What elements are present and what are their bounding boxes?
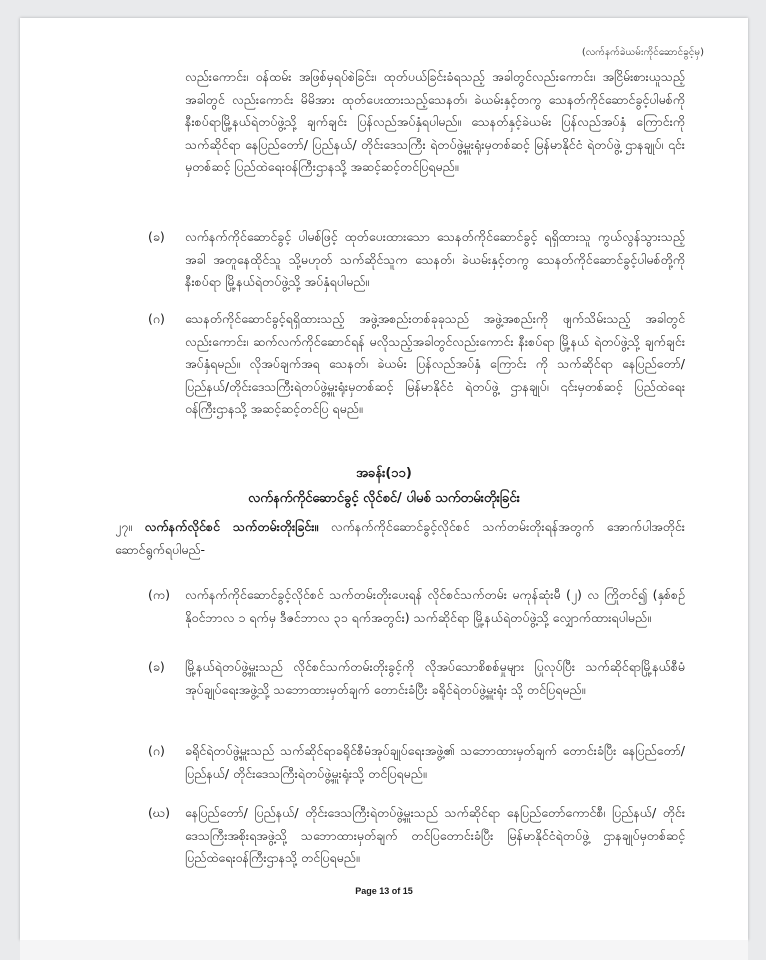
list-item: လက်နက်ကိုင်ဆောင်ခွင့်လိုင်စင် သက်တမ်းတိုးပေးရန် လိုင်စင်သက်တမ်း မကုန်ဆုံးမီ (၂) လ ကြိုတင်၍ (နှစ်စဉ် နိုဝင်ဘာလ ၁ ရက်မှ ဒီဇင်ဘာလ ၃၁ ရက်အတွင်း) သက်ဆိုင်ရာ မြို့နယ်ရဲတပ်ဖွဲ့သို့ လျှောက်ထားရပါမည်။ [185,587,685,625]
chapter-title: လက်နက်ကိုင်ဆောင်ခွင့် လိုင်စင်/ ပါမစ် သက်တမ်းတိုးခြင်း [248,491,520,506]
item-number-gha: (ဃ) [148,805,170,820]
item-number-kha: (ခ) [148,229,165,244]
running-header: (လက်နက်ခဲယမ်းကိုင်ဆောင်ခွင့်မှ) [581,47,704,58]
list-item: မြို့နယ်ရဲတပ်ဖွဲ့မှူးသည် လိုင်စင်သက်တမ်းတိုးခွင့်ကို လိုအပ်သောစိစစ်မှုများ ပြုလုပ်ပြီး သက်ဆိုင်ရာမြို့နယ်စီမံအုပ်ချုပ်ရေးအဖွဲ့သို့ သဘောထားမှတ်ချက် တောင်းခံပြီး ခရိုင်ရဲတပ်ဖွဲ့မှူးရုံး သို့ တင်ပြရမည်။ [185,659,685,697]
paragraph-kha: လက်နက်ကိုင်ဆောင်ခွင့် ပါမစ်ဖြင့် ထုတ်ပေးထားသော သေနတ်ကိုင်ဆောင်ခွင့် ရရှိထားသူ ကွယ်လွန်သွားသည့်အခါ အတူနေထိုင်သူ သို့မဟုတ် သက်ဆိုင်သူက သေနတ်၊ ခဲယမ်းနှင့်တကွ သေနတ်ကိုင်ဆောင်ခွင့်ပါမစ်တို့ကို နီးစပ်ရာ မြို့နယ်ရဲတပ်ဖွဲ့သို့ အပ်နှံရပါမည်။ [185,229,685,289]
page-footer: Page 13 of 15 [355,886,413,896]
next-page-edge [20,940,748,960]
list-item: နေပြည်တော်/ ပြည်နယ်/ တိုင်းဒေသကြီးရဲတပ်ဖွဲ့မှူးသည် သက်ဆိုင်ရာ နေပြည်တော်ကောင်စီ၊ ပြည်နယ်/ တိုင်းဒေသကြီးအစိုးရအဖွဲ့သို့ သဘောထားမှတ်ချက် တင်ပြတောင်းခံပြီး မြန်မာနိုင်ငံရဲတပ်ဖွဲ့ ဌာနချုပ်မှတစ်ဆင့် ပြည်ထဲရေးဝန်ကြီးဌာနသို့ တင်ပြရမည်။ [185,805,685,865]
chapter-number: အခန်း(၁၁) [356,466,412,481]
item-number-ga: (ဂ) [148,311,165,326]
section-number: ၂၇။ [115,519,132,534]
item-number-kha2: (ခ) [148,659,165,674]
document-page [20,18,748,940]
section-heading: လက်နက်လိုင်စင် သက်တမ်းတိုးခြင်း။ [144,519,319,534]
item-number-ka: (က) [148,587,170,602]
item-number-ga2: (ဂ) [148,743,165,758]
section-27 [115,516,685,561]
continuation-paragraph: လည်းကောင်း၊ ဝန်ထမ်း အဖြစ်မှရပ်စဲခြင်း၊ ထုတ်ပယ်ခြင်းခံရသည့် အခါတွင်လည်းကောင်း၊ အငြိမ်းစားယူသည့်အခါတွင် လည်းကောင်း မိမိအား ထုတ်ပေးထားသည့်သေနတ်၊ ခဲယမ်းနှင့်တကွ သေနတ်ကိုင်ဆောင်ခွင့်ပါမစ်ကို နီးစပ်ရာမြို့နယ်ရဲတပ်ဖွဲ့သို့ ချက်ချင်း ပြန်လည်အပ်နှံရပါမည်။ သေနတ်နှင့်ခဲယမ်း ပြန်လည်အပ်နှံ ကြောင်းကို သက်ဆိုင်ရာ နေပြည်တော်/ ပြည်နယ်/ တိုင်းဒေသကြီး ရဲတပ်ဖွဲ့မှူးရုံးမှတစ်ဆင့် မြန်မာနိုင်ငံ ရဲတပ်ဖွဲ့ ဌာနချုပ်၊ ၎င်းမှတစ်ဆင့် ပြည်ထဲရေးဝန်ကြီးဌာနသို့ အဆင့်ဆင့်တင်ပြရမည်။ [185,69,685,174]
list-item: ခရိုင်ရဲတပ်ဖွဲ့မှူးသည် သက်ဆိုင်ရာခရိုင်စီမံအုပ်ချုပ်ရေးအဖွဲ့၏ သဘောထားမှတ်ချက် တောင်းခံပြီး နေပြည်တော်/ ပြည်နယ်/ တိုင်းဒေသကြီးရဲတပ်ဖွဲ့မှူးရုံးသို့ တင်ပြရမည်။ [185,743,685,781]
section-intro: လက်နက်ကိုင်ဆောင်ခွင့်လိုင်စင် သက်တမ်းတိုးရန်အတွက် အောက်ပါအတိုင်း ဆောင်ရွက်ရပါမည်- [115,519,685,557]
paragraph-ga: သေနတ်ကိုင်ဆောင်ခွင့်ရရှိထားသည့် အဖွဲ့အစည်းတစ်ခုခုသည် အဖွဲ့အစည်းကို ဖျက်သိမ်းသည့် အခါတွင်လည်းကောင်း၊ ဆက်လက်ကိုင်ဆောင်ရန် မလိုသည့်အခါတွင်လည်းကောင်း နီးစပ်ရာ မြို့နယ် ရဲတပ်ဖွဲ့သို့ ချက်ချင်းအပ်နှံရမည်။ လိုအပ်ချက်အရ သေနတ်၊ ခဲယမ်း ပြန်လည်အပ်နှံ ကြောင်း ကို သက်ဆိုင်ရာ နေပြည်တော်/ ပြည်နယ်/တိုင်းဒေသကြီးရဲတပ်ဖွဲ့မှူးရုံးမှတစ်ဆင့် မြန်မာနိုင်ငံ ရဲတပ်ဖွဲ့ ဌာနချုပ်၊ ၎င်းမှတစ်ဆင့် ပြည်ထဲရေးဝန်ကြီးဌာနသို့ အဆင့်ဆင့်တင်ပြ ရမည်။ [185,311,685,416]
